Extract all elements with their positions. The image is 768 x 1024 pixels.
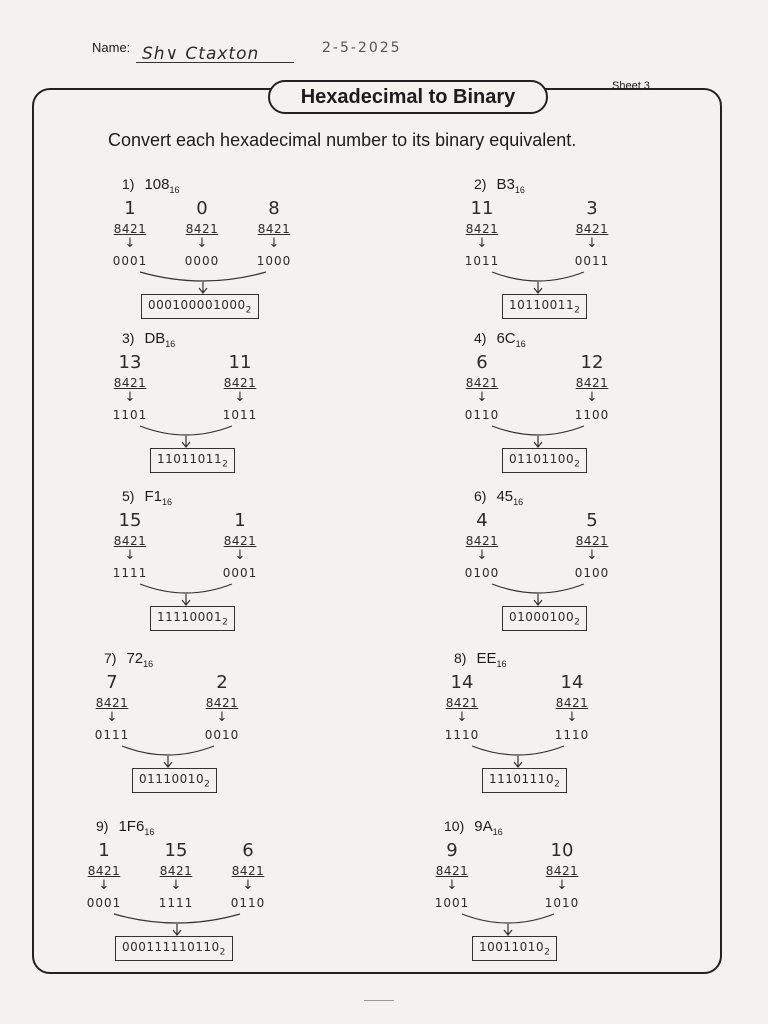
place-weights: 8421 [575, 534, 609, 548]
down-arrow-icon: ↓ [476, 236, 488, 251]
problem-5 [112, 488, 422, 638]
place-weights: 8421 [575, 222, 609, 236]
hex-digit: 9 [446, 840, 458, 861]
hex-digit: 4 [476, 510, 488, 531]
place-weights: 8421 [159, 864, 193, 878]
hex-digit: 11 [228, 352, 252, 373]
down-arrow-icon: ↓ [124, 390, 136, 405]
problem-heading [444, 818, 503, 837]
binary-answer [472, 936, 557, 961]
problem-number: 5) [122, 488, 135, 504]
combine-arrow-icon [492, 272, 584, 293]
down-arrow-icon: ↓ [566, 710, 578, 725]
nibble-binary: 1011 [222, 408, 258, 422]
binary-answer [115, 936, 233, 961]
place-weights: 8421 [231, 864, 265, 878]
nibble-binary: 1111 [158, 896, 194, 910]
answer-binary: 01101100 [509, 452, 575, 466]
combine-arrow-icon [492, 426, 584, 447]
sheet-number: Sheet 3 [612, 80, 650, 92]
down-arrow-icon: ↓ [456, 710, 468, 725]
answer-binary: 10110011 [509, 298, 575, 312]
place-weights: 8421 [545, 864, 579, 878]
down-arrow-icon: ↓ [586, 390, 598, 405]
hex-base: 16 [144, 826, 155, 837]
hex-digit: 10 [550, 840, 574, 861]
problem-heading [122, 330, 175, 349]
hex-digit: 15 [164, 840, 188, 861]
nibble-binary: 1111 [112, 566, 148, 580]
hex-digit: 1 [98, 840, 110, 861]
place-weights: 8421 [113, 534, 147, 548]
down-arrow-icon: ↓ [586, 548, 598, 563]
student-name: Sh∨ Ctaxton [142, 44, 260, 64]
place-weights: 8421 [113, 376, 147, 390]
problem-4 [464, 330, 768, 480]
hex-value: DB [144, 330, 166, 347]
problem-number: 3) [122, 330, 135, 346]
down-arrow-icon: ↓ [196, 236, 208, 251]
hex-digit: 8 [268, 198, 280, 219]
hex-base: 16 [513, 496, 524, 507]
down-arrow-icon: ↓ [446, 878, 458, 893]
problem-1 [112, 176, 422, 326]
problem-heading [96, 818, 154, 837]
place-weights: 8421 [435, 864, 469, 878]
hex-base: 16 [492, 826, 503, 837]
problem-6 [464, 488, 768, 638]
hex-digit: 1 [234, 510, 246, 531]
hex-digit: 1 [124, 198, 136, 219]
combine-arrow-icon [492, 584, 584, 605]
answer-binary: 11101110 [489, 772, 555, 786]
down-arrow-icon: ↓ [234, 390, 246, 405]
problem-number: 1) [122, 176, 135, 192]
hex-value: B3 [496, 176, 515, 193]
answer-base: 2 [245, 305, 252, 316]
hex-digit: 6 [476, 352, 488, 373]
name-underline [136, 62, 294, 63]
hex-base: 16 [169, 184, 180, 195]
nibble-binary: 1000 [256, 254, 292, 268]
place-weights: 8421 [113, 222, 147, 236]
hex-base: 16 [514, 184, 525, 195]
hex-value: 108 [144, 176, 170, 193]
nibble-binary: 0100 [464, 566, 500, 580]
place-weights: 8421 [185, 222, 219, 236]
answer-binary: 10011010 [479, 940, 545, 954]
problem-9 [86, 818, 396, 968]
problem-heading [122, 176, 180, 195]
problem-number: 8) [454, 650, 467, 666]
nibble-binary: 1100 [574, 408, 610, 422]
nibble-binary: 1110 [444, 728, 480, 742]
nibble-binary: 1110 [554, 728, 590, 742]
place-weights: 8421 [223, 534, 257, 548]
nibble-binary: 1101 [112, 408, 148, 422]
problem-heading [474, 176, 525, 195]
problem-number: 9) [96, 818, 109, 834]
hex-value: 72 [126, 650, 144, 667]
combine-arrow-icon [140, 426, 232, 447]
hex-digit: 14 [560, 672, 584, 693]
down-arrow-icon: ↓ [476, 548, 488, 563]
down-arrow-icon: ↓ [98, 878, 110, 893]
problem-heading [474, 488, 523, 507]
hex-base: 16 [496, 658, 507, 669]
combine-arrow-icon [114, 914, 240, 935]
answer-base: 2 [219, 947, 226, 958]
binary-answer [482, 768, 567, 793]
binary-answer [502, 448, 587, 473]
nibble-binary: 0100 [574, 566, 610, 580]
hex-base: 16 [143, 658, 154, 669]
answer-binary: 11011011 [157, 452, 223, 466]
combine-arrow-icon [140, 272, 266, 293]
problem-heading [454, 650, 506, 669]
answer-base: 2 [574, 617, 581, 628]
binary-answer [150, 606, 235, 631]
nibble-binary: 0011 [574, 254, 610, 268]
answer-binary: 11110001 [157, 610, 223, 624]
problem-7 [94, 650, 404, 800]
problem-8 [444, 650, 754, 800]
hex-base: 16 [161, 496, 172, 507]
worksheet-title: Hexadecimal to Binary [268, 80, 548, 114]
place-weights: 8421 [205, 696, 239, 710]
answer-binary: 01110010 [139, 772, 205, 786]
nibble-binary: 1010 [544, 896, 580, 910]
down-arrow-icon: ↓ [170, 878, 182, 893]
place-weights: 8421 [465, 376, 499, 390]
problem-3 [112, 330, 422, 480]
footer-mark [364, 1000, 394, 1001]
hex-value: EE [476, 650, 497, 667]
hex-digit: 0 [196, 198, 208, 219]
down-arrow-icon: ↓ [124, 548, 136, 563]
answer-base: 2 [222, 459, 229, 470]
hex-digit: 3 [586, 198, 598, 219]
binary-answer [141, 294, 259, 319]
answer-base: 2 [554, 779, 561, 790]
combine-arrow-icon [140, 584, 232, 605]
down-arrow-icon: ↓ [556, 878, 568, 893]
problem-heading [474, 330, 526, 349]
worksheet-header [0, 0, 768, 80]
down-arrow-icon: ↓ [216, 710, 228, 725]
problem-number: 7) [104, 650, 117, 666]
problem-number: 10) [444, 818, 465, 834]
hex-digit: 14 [450, 672, 474, 693]
down-arrow-icon: ↓ [234, 548, 246, 563]
place-weights: 8421 [575, 376, 609, 390]
binary-answer [132, 768, 217, 793]
hex-base: 16 [515, 338, 526, 349]
problem-10 [434, 818, 744, 968]
down-arrow-icon: ↓ [586, 236, 598, 251]
nibble-binary: 0000 [184, 254, 220, 268]
answer-base: 2 [574, 459, 581, 470]
place-weights: 8421 [223, 376, 257, 390]
hex-digit: 15 [118, 510, 142, 531]
place-weights: 8421 [465, 222, 499, 236]
nibble-binary: 1011 [464, 254, 500, 268]
binary-answer [502, 606, 587, 631]
hex-digit: 5 [586, 510, 598, 531]
worksheet-frame [32, 80, 722, 974]
hex-digit: 6 [242, 840, 254, 861]
problem-heading [122, 488, 172, 507]
combine-arrow-icon [462, 914, 554, 935]
place-weights: 8421 [87, 864, 121, 878]
place-weights: 8421 [465, 534, 499, 548]
problem-number: 6) [474, 488, 487, 504]
down-arrow-icon: ↓ [242, 878, 254, 893]
hex-digit: 11 [470, 198, 494, 219]
problem-heading [104, 650, 153, 669]
place-weights: 8421 [555, 696, 589, 710]
down-arrow-icon: ↓ [268, 236, 280, 251]
down-arrow-icon: ↓ [106, 710, 118, 725]
answer-binary: 01000100 [509, 610, 575, 624]
combine-arrow-icon [472, 746, 564, 767]
down-arrow-icon: ↓ [124, 236, 136, 251]
answer-base: 2 [222, 617, 229, 628]
nibble-binary: 0111 [94, 728, 130, 742]
hex-value: 45 [496, 488, 514, 505]
hex-value: 9A [474, 818, 493, 835]
hex-digit: 13 [118, 352, 142, 373]
handwritten-date: 2-5-2025 [322, 40, 402, 56]
hex-value: 1F6 [118, 818, 145, 835]
hex-base: 16 [165, 338, 176, 349]
problem-number: 4) [474, 330, 487, 346]
hex-digit: 7 [106, 672, 118, 693]
instructions: Convert each hexadecimal number to its binary equivalent. [108, 130, 577, 150]
combine-arrow-icon [122, 746, 214, 767]
place-weights: 8421 [95, 696, 129, 710]
nibble-binary: 0010 [204, 728, 240, 742]
hex-digit: 2 [216, 672, 228, 693]
hex-digit: 12 [580, 352, 604, 373]
nibble-binary: 0001 [222, 566, 258, 580]
answer-base: 2 [574, 305, 581, 316]
down-arrow-icon: ↓ [476, 390, 488, 405]
name-label: Name: [92, 40, 131, 55]
binary-answer [502, 294, 587, 319]
answer-binary: 000111110110 [122, 940, 220, 954]
nibble-binary: 0110 [230, 896, 266, 910]
place-weights: 8421 [445, 696, 479, 710]
hex-value: 6C [496, 330, 516, 347]
nibble-binary: 0001 [86, 896, 122, 910]
hex-value: F1 [144, 488, 162, 505]
nibble-binary: 1001 [434, 896, 470, 910]
nibble-binary: 0110 [464, 408, 500, 422]
binary-answer [150, 448, 235, 473]
problem-2 [464, 176, 768, 326]
answer-binary: 000100001000 [148, 298, 246, 312]
nibble-binary: 0001 [112, 254, 148, 268]
problem-number: 2) [474, 176, 487, 192]
place-weights: 8421 [257, 222, 291, 236]
answer-base: 2 [204, 779, 211, 790]
answer-base: 2 [544, 947, 551, 958]
